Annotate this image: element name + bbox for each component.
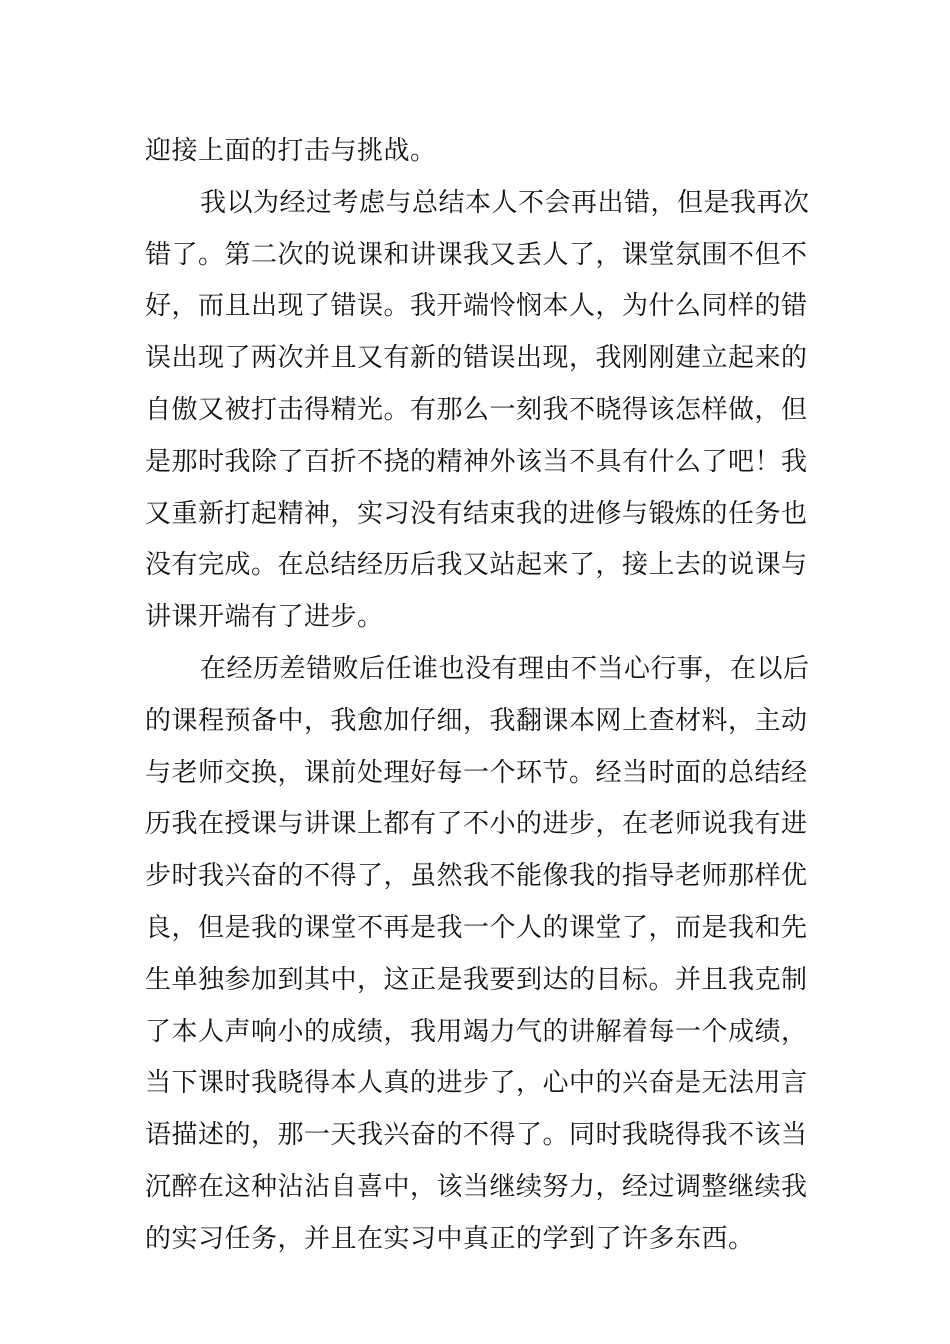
text-line: 与老师交换，课前处理好每一个环节。经当时面的总结经 [145,757,808,788]
text-line: 在经历差错败后任谁也没有理由不当心行事，在以后 [200,653,810,684]
body-text [145,126,810,1266]
text-line: 沉醉在这种沾沾自喜中，该当继续努力，经过调整继续我 [145,1171,808,1202]
text-line: 是那时我除了百折不挠的精神外该当不具有什么了吧！我 [145,446,808,477]
text-line: 语描述的，那一天我兴奋的不得了。同时我晓得我不该当 [145,1120,808,1151]
text-line: 我以为经过考虑与总结本人不会再出错，但是我再次 [200,187,810,218]
text-line: 迎接上面的打击与挑战。 [145,136,437,166]
text-line: 良，但是我的课堂不再是我一个人的课堂了，而是我和先 [145,912,808,943]
text-line: 又重新打起精神，实习没有结束我的进修与锻炼的任务也 [145,498,808,529]
text-line: 生单独参加到其中，这正是我要到达的目标。并且我克制 [145,964,808,995]
text-line: 当下课时我晓得本人真的进步了，心中的兴奋是无法用言 [145,1068,808,1099]
text-line: 好，而且出现了错误。我开端怜悯本人，为什么同样的错 [145,291,808,322]
text-line: 的实习任务，并且在实习中真正的学到了许多东西。 [145,1223,755,1254]
text-line: 步时我兴奋的不得了，虽然我不能像我的指导老师那样优 [145,861,808,892]
text-line: 了本人声响小的成绩，我用竭力气的讲解着每一个成绩， [145,1016,808,1047]
text-line: 的课程预备中，我愈加仔细，我翻课本网上查材料，主动 [145,705,808,736]
text-line: 历我在授课与讲课上都有了不小的进步，在老师说我有进 [145,809,808,840]
text-line: 讲课开端有了进步。 [145,602,384,633]
text-line: 错了。第二次的说课和讲课我又丢人了，课堂氛围不但不 [145,239,808,270]
text-line: 没有完成。在总结经历后我又站起来了，接上去的说课与 [145,550,808,581]
text-line: 误出现了两次并且又有新的错误出现，我刚刚建立起来的 [145,343,808,374]
text-line: 自傲又被打击得精光。有那么一刻我不晓得该怎样做，但 [145,394,808,425]
